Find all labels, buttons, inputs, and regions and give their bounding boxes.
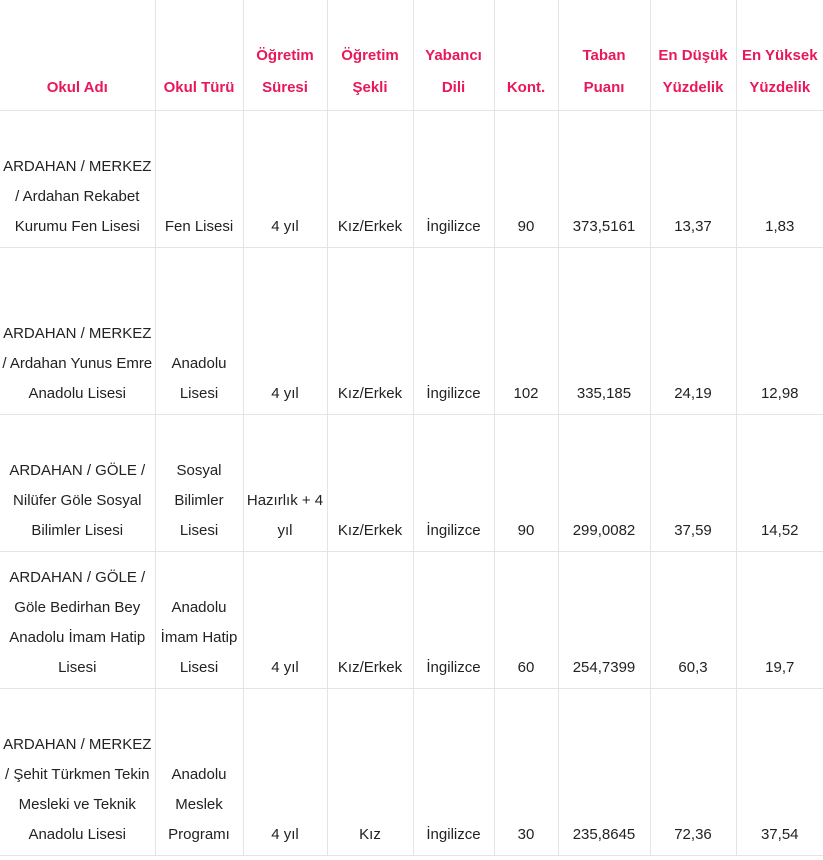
cell-school-name: ARDAHAN / GÖLE / Göle Bedirhan Bey Anadolu İmam Hatip Lisesi [0, 552, 155, 689]
cell-education-duration: 4 yıl [243, 111, 327, 248]
cell-school-type: Anadolu İmam Hatip Lisesi [155, 552, 243, 689]
header-education-mode: Öğretim Şekli [327, 0, 413, 111]
table-header-row [0, 0, 823, 111]
cell-highest-percentile: 37,54 [736, 689, 823, 856]
cell-lowest-percentile: 37,59 [650, 415, 736, 552]
cell-school-name: ARDAHAN / MERKEZ / Ardahan Yunus Emre Anadolu Lisesi [0, 248, 155, 415]
table-row [0, 689, 823, 856]
cell-highest-percentile: 12,98 [736, 248, 823, 415]
cell-foreign-language: İngilizce [413, 248, 494, 415]
cell-quota: 30 [494, 689, 558, 856]
cell-quota: 60 [494, 552, 558, 689]
header-quota: Kont. [494, 0, 558, 111]
header-base-score: Taban Puanı [558, 0, 650, 111]
cell-foreign-language: İngilizce [413, 415, 494, 552]
cell-education-mode: Kız/Erkek [327, 552, 413, 689]
cell-education-mode: Kız/Erkek [327, 111, 413, 248]
cell-education-duration: 4 yıl [243, 552, 327, 689]
cell-school-type: Anadolu Meslek Programı [155, 689, 243, 856]
cell-school-type: Sosyal Bilimler Lisesi [155, 415, 243, 552]
cell-lowest-percentile: 72,36 [650, 689, 736, 856]
cell-education-duration: 4 yıl [243, 689, 327, 856]
cell-foreign-language: İngilizce [413, 111, 494, 248]
cell-school-type: Anadolu Lisesi [155, 248, 243, 415]
cell-lowest-percentile: 24,19 [650, 248, 736, 415]
cell-base-score: 335,185 [558, 248, 650, 415]
cell-highest-percentile: 14,52 [736, 415, 823, 552]
cell-lowest-percentile: 13,37 [650, 111, 736, 248]
table-row [0, 248, 823, 415]
cell-lowest-percentile: 60,3 [650, 552, 736, 689]
header-school-name: Okul Adı [0, 0, 155, 111]
table-row [0, 111, 823, 248]
cell-school-name: ARDAHAN / MERKEZ / Ardahan Rekabet Kurumu Fen Lisesi [0, 111, 155, 248]
table-row [0, 415, 823, 552]
cell-school-name: ARDAHAN / GÖLE / Nilüfer Göle Sosyal Bilimler Lisesi [0, 415, 155, 552]
cell-base-score: 235,8645 [558, 689, 650, 856]
table-row [0, 552, 823, 689]
cell-base-score: 299,0082 [558, 415, 650, 552]
cell-education-mode: Kız [327, 689, 413, 856]
cell-quota: 90 [494, 111, 558, 248]
cell-foreign-language: İngilizce [413, 552, 494, 689]
cell-highest-percentile: 1,83 [736, 111, 823, 248]
cell-school-name: ARDAHAN / MERKEZ / Şehit Türkmen Tekin Mesleki ve Teknik Anadolu Lisesi [0, 689, 155, 856]
cell-education-duration: Hazırlık + 4 yıl [243, 415, 327, 552]
cell-quota: 90 [494, 415, 558, 552]
cell-base-score: 254,7399 [558, 552, 650, 689]
header-lowest-percentile: En Düşük Yüzdelik [650, 0, 736, 111]
header-school-type: Okul Türü [155, 0, 243, 111]
cell-quota: 102 [494, 248, 558, 415]
header-highest-percentile: En Yüksek Yüzdelik [736, 0, 823, 111]
cell-education-duration: 4 yıl [243, 248, 327, 415]
cell-education-mode: Kız/Erkek [327, 248, 413, 415]
cell-education-mode: Kız/Erkek [327, 415, 413, 552]
header-education-duration: Öğretim Süresi [243, 0, 327, 111]
cell-base-score: 373,5161 [558, 111, 650, 248]
header-foreign-language: Yabancı Dili [413, 0, 494, 111]
cell-foreign-language: İngilizce [413, 689, 494, 856]
cell-school-type: Fen Lisesi [155, 111, 243, 248]
cell-highest-percentile: 19,7 [736, 552, 823, 689]
